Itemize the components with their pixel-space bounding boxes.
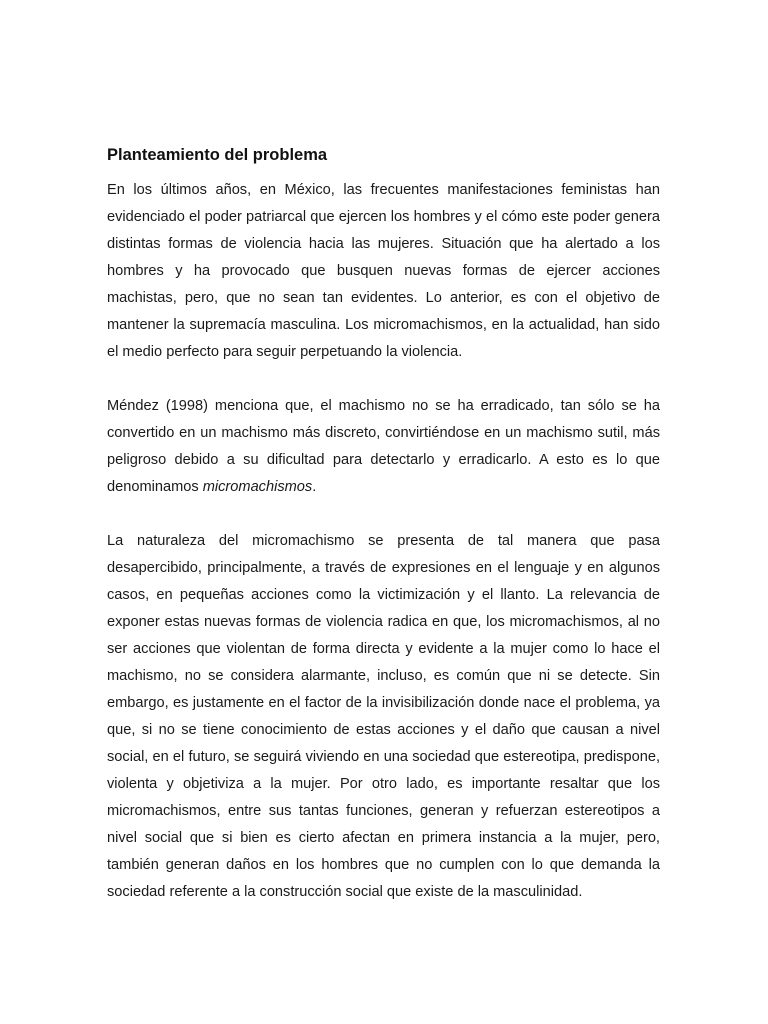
paragraph-naturaleza: La naturaleza del micromachismo se presenta de tal manera que pasa desapercibido, principalmente, a través de expresiones en el lenguaje y en algunos casos, en pequeñas acciones como la victimización y el llanto. La relevancia de exponer estas nuevas formas de violencia radica en que, los micromachismos, al no ser acciones que violentan de forma directa y evidente a la mujer como lo hace el machismo, no se considera alarmante, incluso, es común que ni se detecte. Sin embargo, es justamente en el factor de la invisibilización donde nace el problema, ya que, si no se tiene conocimiento de estas acciones y el daño que causan a nivel social, en el futuro, se seguirá viviendo en una sociedad que estereotipa, predispone, violenta y objetiviza a la mujer. Por otro lado, es importante resaltar que los micromachismos, entre sus tantas funciones, generan y refuerzan estereotipos a nivel social que si bien es cierto afectan en primera instancia a la mujer, pero, también generan daños en los hombres que no cumplen con lo que demanda la sociedad referente a la construcción social que existe de la masculinidad. bbox=[107, 533, 660, 900]
paragraph-mendez-end: . bbox=[312, 479, 317, 495]
emphasis-micromachismos: micromachismos bbox=[202, 479, 313, 495]
paragraph-mendez bbox=[107, 393, 660, 501]
document-body bbox=[107, 142, 660, 906]
paragraph-mendez-text: Méndez (1998) menciona que, el machismo no se ha erradicado, tan sólo se ha convertido en un machismo más discreto, convirtiéndose en un machismo sutil, más peligroso debido a su dificultad para detectarlo y erradicarlo. A esto es lo que denominamos bbox=[107, 398, 660, 495]
paragraph-intro: En los últimos años, en México, las frecuentes manifestaciones feministas han evidenciado el poder patriarcal que ejercen los hombres y el cómo este poder genera distintas formas de violencia hacia las mujeres. Situación que ha alertado a los hombres y ha provocado que busquen nuevas formas de ejercer acciones machistas, pero, que no sean tan evidentes. Lo anterior, es con el objetivo de mantener la supremacía masculina. Los micromachismos, en la actualidad, han sido el medio perfecto para seguir perpetuando la violencia. bbox=[107, 182, 660, 360]
section-title: Planteamiento del problema bbox=[107, 146, 328, 164]
